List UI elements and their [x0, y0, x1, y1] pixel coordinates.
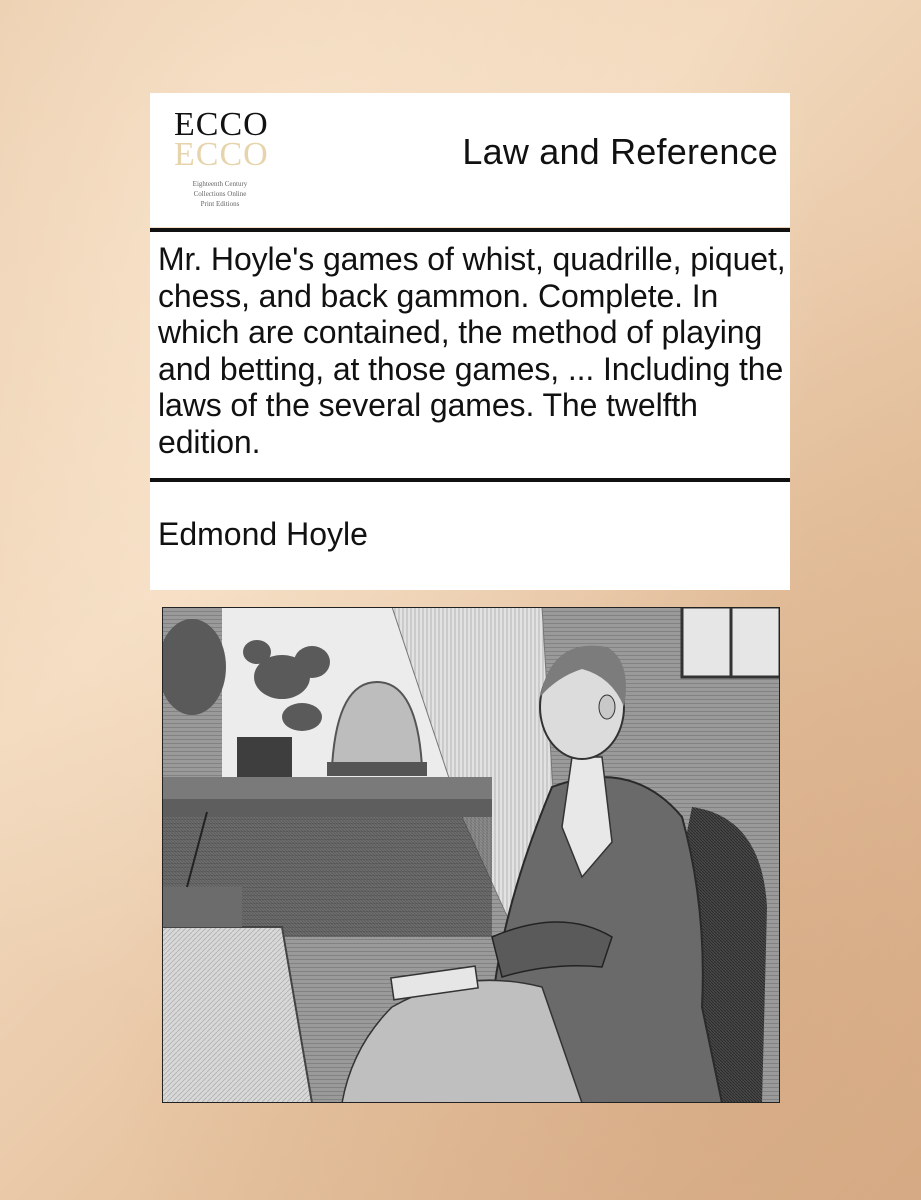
- logo-mark: ECCO: [174, 106, 269, 143]
- header-band: [150, 93, 790, 227]
- title-band: [150, 232, 790, 478]
- engraving-picture: [162, 607, 780, 1103]
- logo-mark-reflection: ECCO: [174, 136, 269, 173]
- logo-tagline: [174, 179, 266, 209]
- engraving-illustration: [162, 607, 780, 1103]
- author-name: Edmond Hoyle: [158, 516, 368, 552]
- ecco-logo: [168, 106, 269, 217]
- book-title: Mr. Hoyle's games of whist, quadrille, piquet, chess, and back gammon. Complete. In which are contained, the method of playing and betting, at those games, ... Including the laws of the several games. The twelfth edition.: [158, 241, 786, 460]
- logo-tagline-line: Print Editions: [200, 200, 240, 208]
- author-band: [150, 482, 790, 590]
- logo-tagline-line: Eighteenth Century: [192, 180, 248, 188]
- logo-tagline-line: Collections Online: [193, 190, 247, 198]
- series-title: Law and Reference: [462, 131, 778, 172]
